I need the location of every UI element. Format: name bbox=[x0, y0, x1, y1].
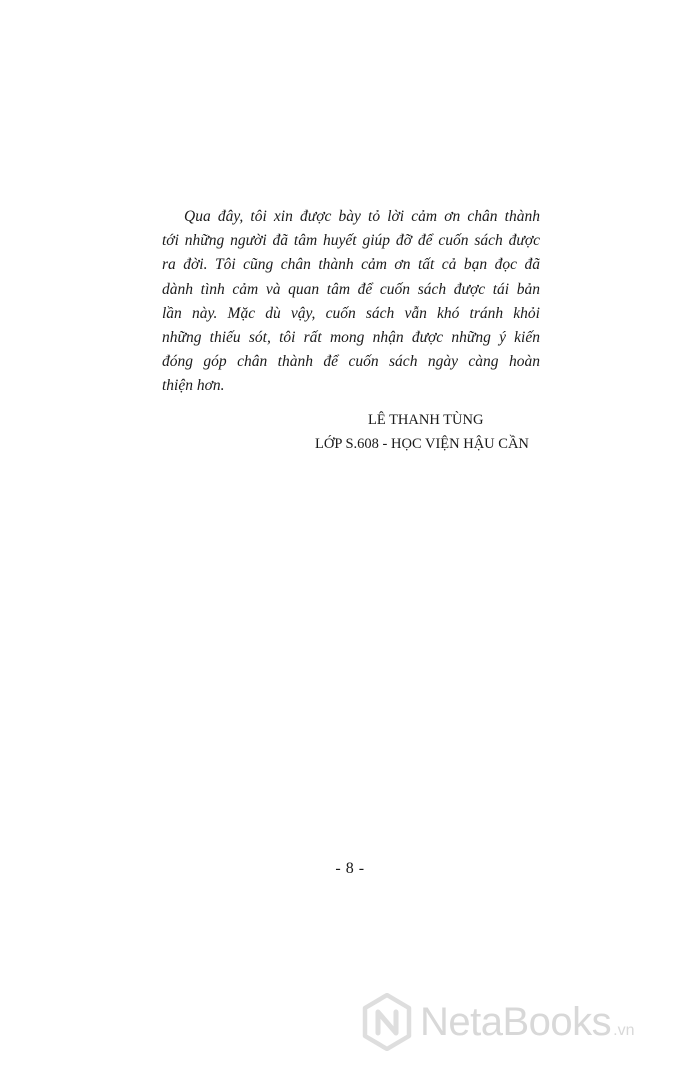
paragraph-line: thiện hơn. bbox=[162, 377, 225, 395]
author-affiliation: LỚP S.608 - HỌC VIỆN HẬU CẦN bbox=[315, 436, 529, 452]
paragraph-line: Qua đây, tôi xin được bày tỏ lời cảm ơn chân thành bbox=[184, 208, 540, 225]
author-name: LÊ THANH TÙNG bbox=[368, 412, 484, 428]
page-number: - 8 - bbox=[335, 860, 365, 877]
watermark-suffix: .vn bbox=[613, 1022, 635, 1039]
netabooks-logo-icon bbox=[362, 993, 412, 1051]
paragraph-line: đóng góp chân thành để cuốn sách ngày càng hoàn bbox=[162, 353, 540, 371]
acknowledgement-paragraph bbox=[162, 205, 540, 399]
paragraph-line: tới những người đã tâm huyết giúp đỡ để cuốn sách được bbox=[162, 232, 540, 250]
watermark-text: NetaBooks bbox=[420, 1000, 612, 1044]
watermark bbox=[362, 992, 635, 1052]
paragraph-line: những thiếu sót, tôi rất mong nhận được những ý kiến bbox=[162, 328, 540, 346]
author-signature bbox=[310, 408, 550, 456]
paragraph-line: ra đời. Tôi cũng chân thành cảm ơn tất cả bạn đọc đã bbox=[162, 256, 540, 274]
paragraph-line: dành tình cảm và quan tâm để cuốn sách được tái bản bbox=[162, 280, 540, 298]
paragraph-line: lần này. Mặc dù vậy, cuốn sách vẫn khó tránh khỏi bbox=[162, 304, 540, 322]
